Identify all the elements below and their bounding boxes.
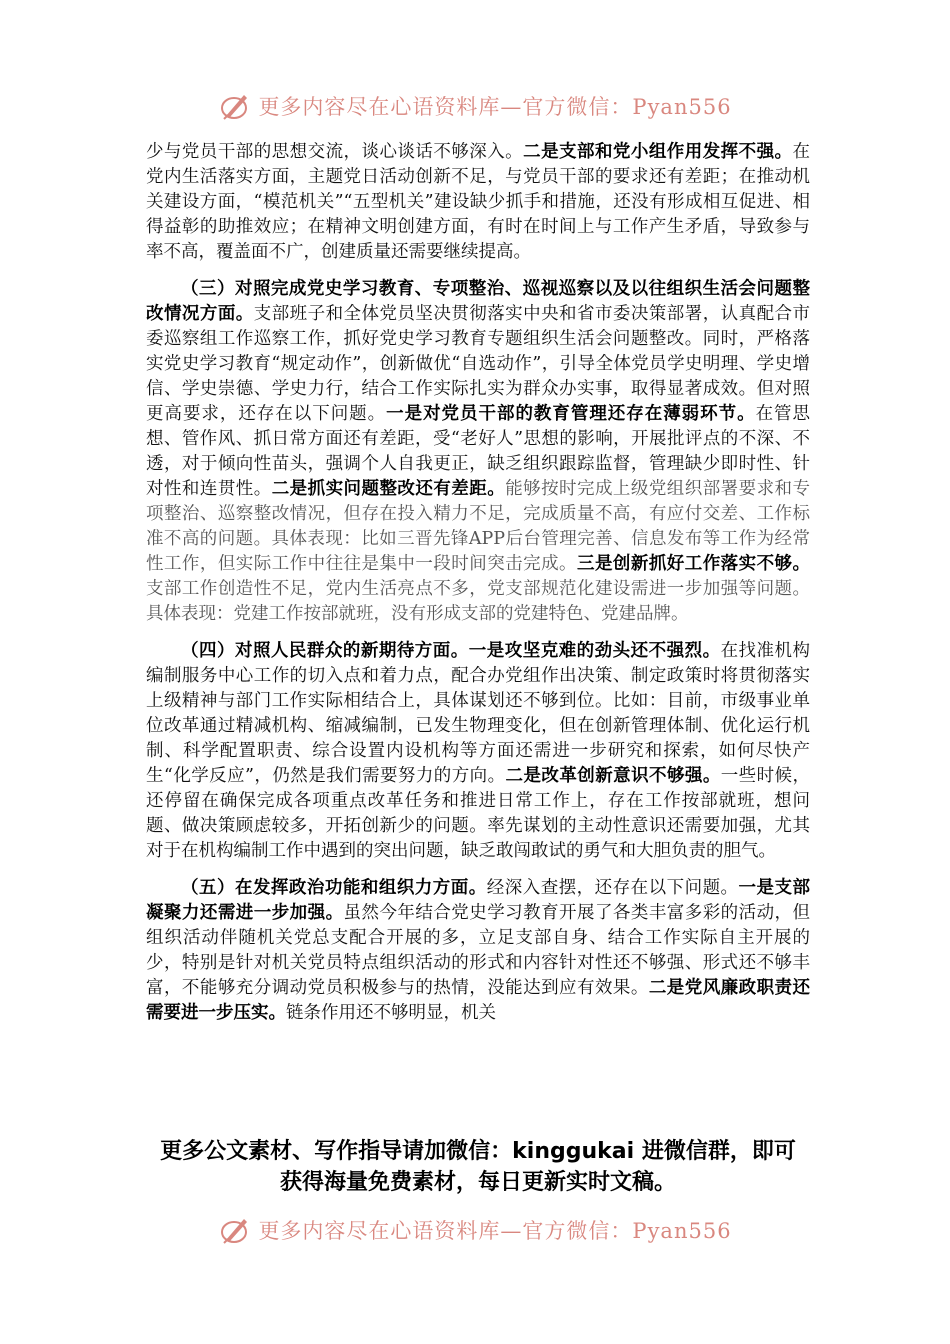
bold-heading-run: 三是创新抓好工作落实不够。 — [577, 554, 810, 574]
quill-logo-icon — [218, 89, 252, 123]
text-run: 经深入查摆，还存在以下问题。 — [486, 878, 739, 898]
bold-heading-run: 一是对党员干部的教育管理还存在薄弱环节。 — [386, 404, 756, 424]
paragraph — [146, 876, 810, 1026]
paragraph — [146, 639, 810, 864]
bold-heading-run: （三）对照完成党史学习教育、专项整治、巡视巡察以及以往组织生活会问题整改情况方面。 — [146, 279, 810, 324]
watermark-header — [0, 86, 950, 126]
paragraph — [146, 140, 810, 265]
bold-heading-run: 二是改革创新意识不够强。 — [505, 766, 721, 786]
quill-logo-icon — [218, 1213, 252, 1247]
text-run: 在党内生活落实方面，主题党日活动创新不足，与党员干部的要求还有差距；在推动机关建设方面，“模范机关”“五型机关”建设缺少抓手和措施，还没有形成相互促进、相得益彰的助推效应；在精神文明创建方面，有时在时间上与工作产生矛盾，导致参与率不高，覆盖面不广，创建质量还需要继续提高。 — [146, 142, 810, 262]
text-run: 虽然今年结合党史学习教育开展了各类丰富多彩的活动，但组织活动伴随机关党总支配合开展的多，立足支部自身、结合工作实际自主开展的少，特别是针对机关党员特点组织活动的形式和内容针对性还不够强、形式还不够丰富，不能够充分调动党员积极参与的热情，没能达到应有效果。 — [146, 903, 811, 998]
bold-heading-run: （五）在发挥政治功能和组织力方面。 — [181, 878, 487, 898]
bold-heading-run: 二是支部和党小组作用发挥不强。 — [523, 142, 793, 162]
watermark-text: 更多内容尽在心语资料库—官方微信：Pyan556 — [258, 1219, 732, 1243]
bold-heading-run: 二是党风廉政职责还需要进一步压实。 — [146, 978, 811, 1023]
text-run: 支部工作创造性不足，党内生活亮点不多，党支部规范化建设需进一步加强等问题。具体表现：党建工作按部就班，没有形成支部的党建特色、党建品牌。 — [146, 579, 810, 624]
document-body — [146, 140, 810, 1038]
watermark-text: 更多内容尽在心语资料库—官方微信：Pyan556 — [258, 95, 732, 119]
bold-heading-run: 一是支部凝聚力还需进一步加强。 — [146, 878, 811, 923]
watermark-footer — [0, 1210, 950, 1250]
text-run: 链条作用还不够明显，机关 — [286, 1003, 496, 1023]
promo-line-1: 更多公文素材、写作指导请加微信：kinggukai 进微信群，即可 — [160, 1139, 796, 1164]
text-run: 支部班子和全体党员坚决贯彻落实中央和省市委决策部署，认真配合市委巡察组工作巡察工作，抓好党史学习教育专题组织生活会问题整改。同时，严格落实党史学习教育“规定动作”，创新做优“自选动作”，引导全体党员学史明理、学史增信、学史崇德、学史力行，结合工作实际扎实为群众办实事，取得显著成效。但对照更高要求，还存在以下问题。 — [146, 304, 810, 424]
promo-banner — [140, 1136, 816, 1198]
text-run: 少与党员干部的思想交流，谈心谈话不够深入。 — [146, 142, 524, 162]
text-run: 在找准机构编制服务中心工作的切入点和着力点，配合办党组作出决策、制定政策时将贯彻落实上级精神与部门工作实际相结合上，具体谋划还不够到位。比如：目前，市级事业单位改革通过精减机构、缩减编制，已发生物理变化，但在创新管理体制、优化运行机制、科学配置职责、综合设置内设机构等方面还需进一步研究和探索，如何尽快产生“化学反应”，仍然是我们需要努力的方向。 — [146, 641, 811, 786]
promo-line-2: 获得海量免费素材，每日更新实时文稿。 — [279, 1170, 676, 1195]
text-run: 能够按时完成上级党组织部署要求和专项整治、巡察整改情况，但存在投入精力不足，完成质量不高，有应付交差、工作标准不高的问题。具体表现：比如三晋先锋APP后台管理完善、信息发布等工作为经常性工作，但实际工作中往往是集中一段时间突击完成。 — [146, 479, 811, 574]
paragraph — [146, 277, 810, 627]
text-run: 一些时候，还停留在确保完成各项重点改革任务和推进日常工作上，存在工作按部就班，想问题、做决策顾虑较多，开拓创新少的问题。率先谋划的主动性意识还需要加强，尤其对于在机构编制工作中遇到的突出问题，缺乏敢闯敢试的勇气和大胆负责的胆气。 — [146, 766, 810, 861]
bold-heading-run: 二是抓实问题整改还有差距。 — [271, 479, 506, 499]
bold-heading-run: （四）对照人民群众的新期待方面。 — [181, 641, 469, 661]
bold-heading-run: 一是攻坚克难的劲头还不强烈。 — [468, 641, 721, 661]
text-run: 在管思想、管作风、抓日常方面还有差距，受“老好人”思想的影响，开展批评点的不深、不透，对于倾向性苗头，强调个人自我更正，缺乏组织跟踪监督，管理缺少即时性、针对性和连贯性。 — [146, 404, 811, 499]
